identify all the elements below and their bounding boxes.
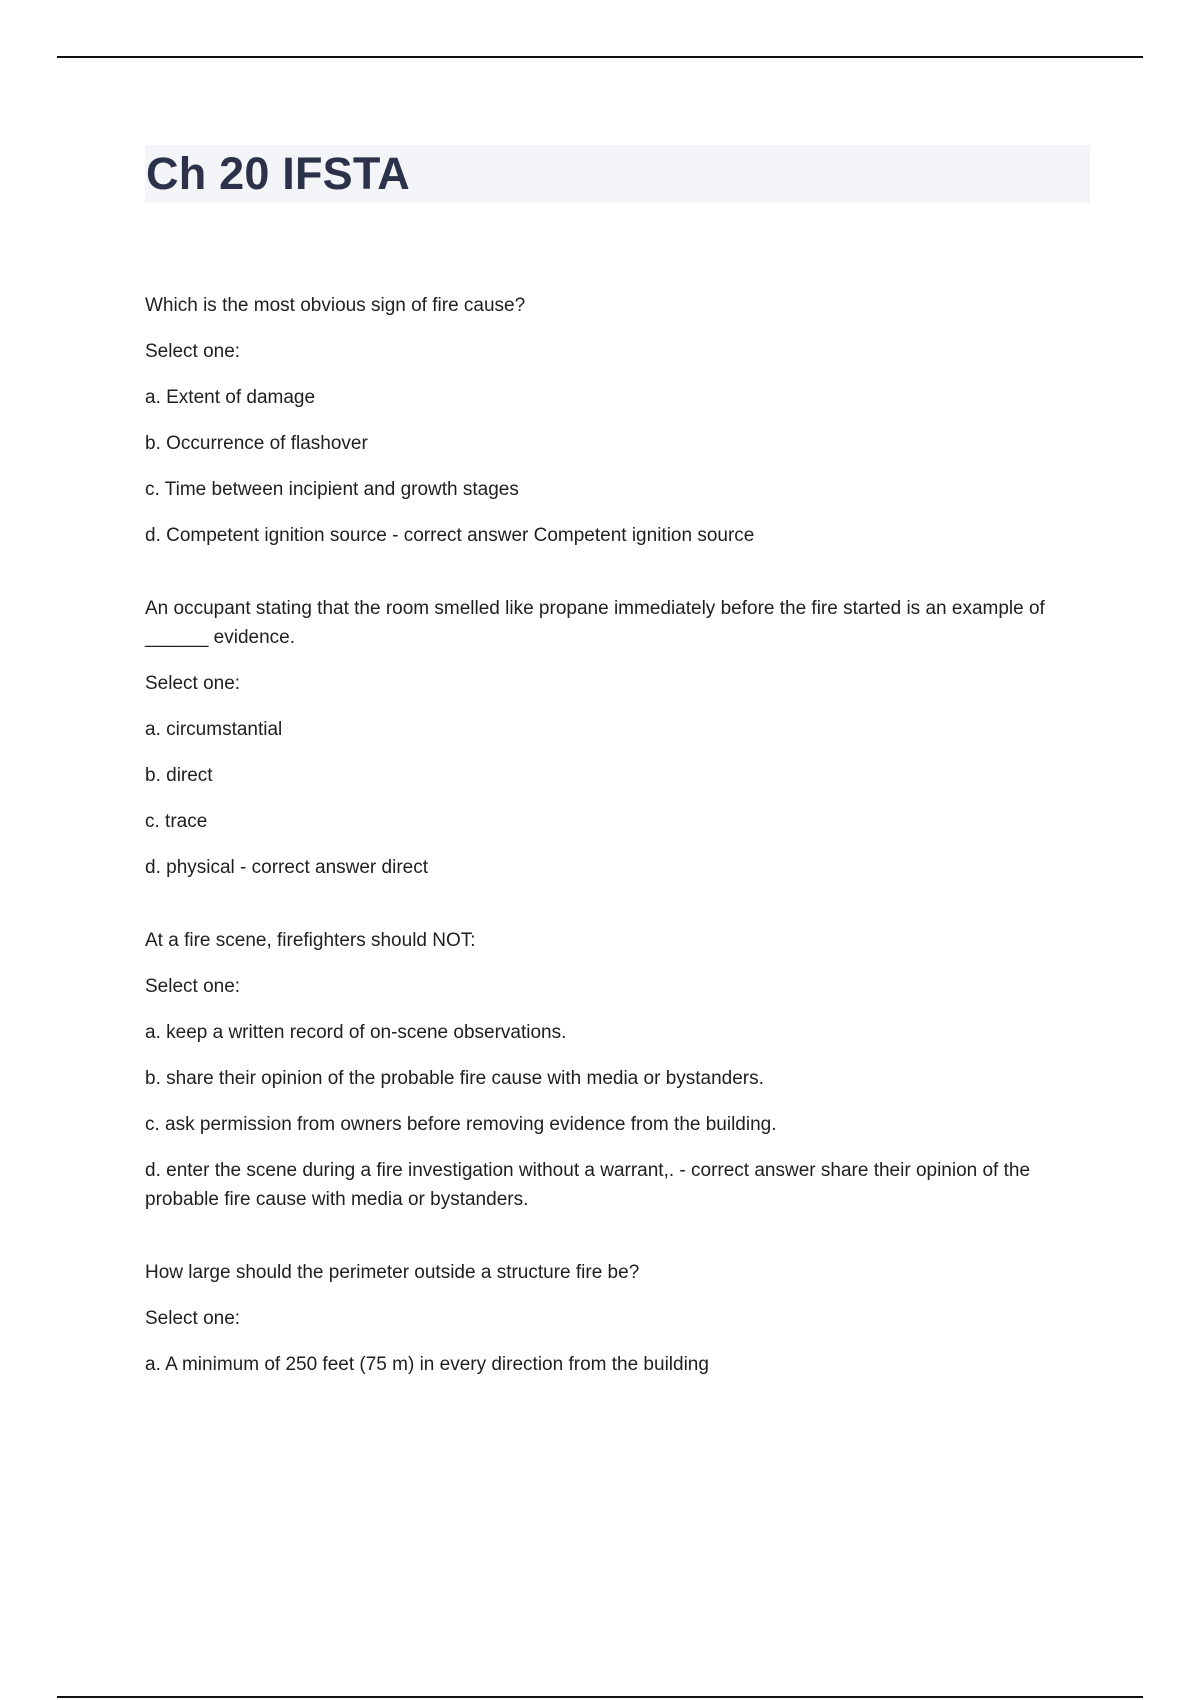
document-body: [145, 291, 1090, 1423]
question-prompt: An occupant stating that the room smelled like propane immediately before the fire started is an example of ______ evidence.: [145, 598, 1045, 648]
answer-option: c. ask permission from owners before removing evidence from the building.: [145, 1114, 777, 1135]
question-instruction: Select one:: [145, 341, 241, 362]
answer-option: a. keep a written record of on-scene observations.: [145, 1022, 567, 1043]
question-block: [145, 1258, 1090, 1379]
question-block: [145, 291, 1090, 550]
bottom-rule: [57, 1696, 1143, 1698]
answer-option: a. circumstantial: [145, 719, 283, 740]
answer-option: a. A minimum of 250 feet (75 m) in every direction from the building: [145, 1354, 709, 1375]
answer-option: b. direct: [145, 765, 213, 786]
document-title: Ch 20 IFSTA: [146, 148, 410, 199]
top-rule: [57, 56, 1143, 58]
answer-option: d. Competent ignition source - correct answer Competent ignition source: [145, 525, 755, 546]
question-instruction: Select one:: [145, 976, 241, 997]
question-prompt: Which is the most obvious sign of fire cause?: [145, 295, 526, 316]
answer-option: b. Occurrence of flashover: [145, 433, 368, 454]
answer-option: b. share their opinion of the probable fire cause with media or bystanders.: [145, 1068, 764, 1089]
answer-option: a. Extent of damage: [145, 387, 316, 408]
question-instruction: Select one:: [145, 1308, 241, 1329]
question-block: [145, 594, 1090, 882]
question-prompt: At a fire scene, firefighters should NOT:: [145, 930, 476, 951]
answer-option: d. physical - correct answer direct: [145, 857, 428, 878]
question-instruction: Select one:: [145, 673, 241, 694]
answer-option: c. trace: [145, 811, 208, 832]
question-block: [145, 926, 1090, 1214]
answer-option: d. enter the scene during a fire investigation without a warrant,. - correct answer share their opinion of the probable fire cause with media or bystanders.: [145, 1160, 1031, 1210]
answer-option: c. Time between incipient and growth stages: [145, 479, 519, 500]
question-prompt: How large should the perimeter outside a structure fire be?: [145, 1262, 640, 1283]
